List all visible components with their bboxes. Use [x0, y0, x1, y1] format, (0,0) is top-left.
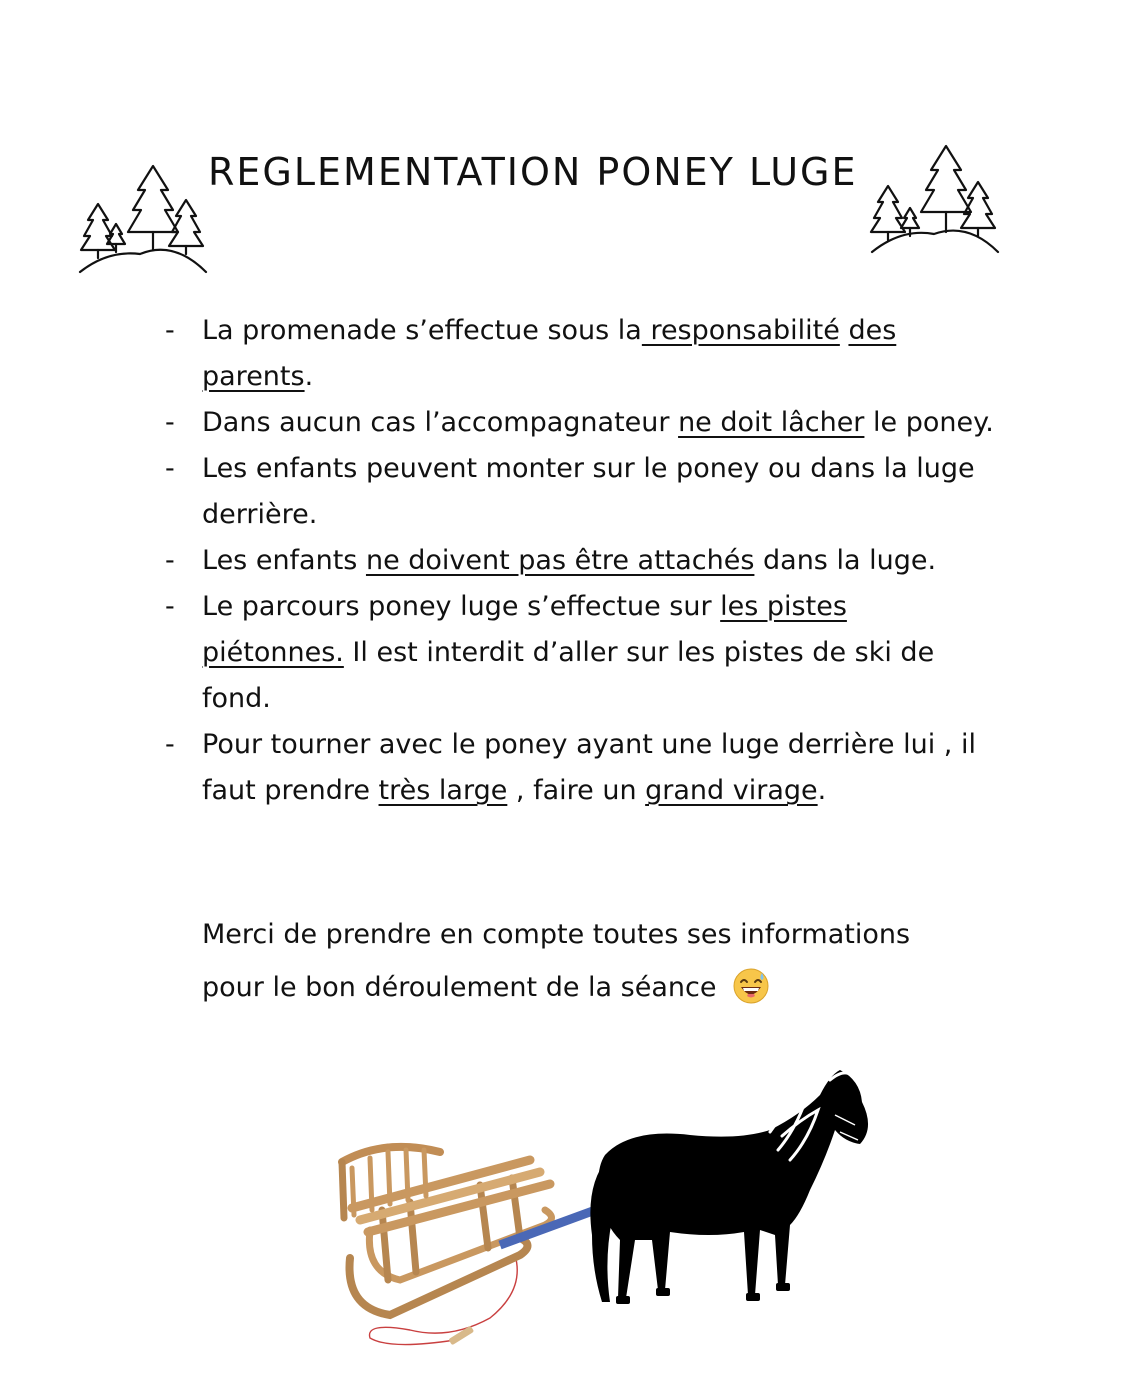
rule-item: - Les enfants ne doivent pas être attachés dans la luge. [165, 545, 937, 576]
rule-item: - Dans aucun cas l’accompagnateur ne doit lâcher le poney. [165, 407, 994, 438]
page-title: REGLEMENTATION PONEY LUGE [208, 150, 858, 194]
pine-trees-icon [78, 162, 208, 276]
pony-silhouette [590, 1070, 868, 1304]
underlined-text: les pistes piétonnes. [202, 591, 847, 668]
rule-item: - Pour tourner avec le poney ayant une luge derrière lui , il faut prendre très large , faire un grand virage. [165, 729, 976, 806]
rule-item: - La promenade s’effectue sous la responsabilité des parents. [165, 315, 897, 392]
closing-line-2: pour le bon déroulement de la séance [202, 972, 717, 1003]
rule-item: - Le parcours poney luge s’effectue sur les pistes piétonnes. Il est interdit d’aller sur les pistes de ski de fond. [165, 591, 935, 714]
sled-image [342, 1147, 552, 1345]
grinning-sweat-emoji-icon [733, 968, 769, 1004]
closing-line-1: Merci de prendre en compte toutes ses informations [202, 919, 911, 950]
closing-message [202, 908, 1002, 1014]
underlined-text: des parents [202, 315, 897, 392]
underlined-text: grand virage [645, 775, 818, 806]
underlined-text: ne doivent pas être attachés [365, 545, 755, 576]
rule-item: - Les enfants peuvent monter sur le poney ou dans la luge derrière. [165, 453, 975, 530]
rules-list [165, 308, 995, 814]
pine-trees-icon [868, 142, 1000, 256]
underlined-text: responsabilité [641, 315, 840, 346]
pony-pulling-sled-illustration [330, 1040, 890, 1360]
underlined-text: très large [378, 775, 508, 806]
underlined-text: ne doit lâcher [678, 407, 865, 438]
